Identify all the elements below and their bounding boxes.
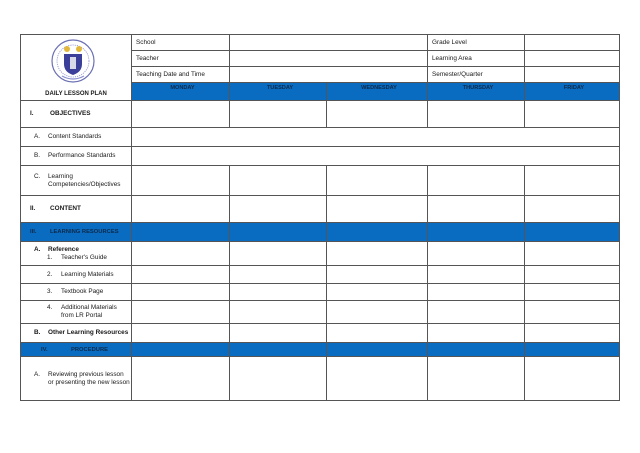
day-header-tuesday: TUESDAY — [230, 83, 327, 101]
label-content-standards: A. Content Standards — [21, 128, 132, 147]
tg-tuesday[interactable] — [230, 242, 327, 266]
teacher-label: Teacher — [132, 51, 230, 67]
table-row-content-standards — [21, 128, 620, 147]
am-wednesday[interactable] — [327, 301, 428, 324]
label-reference-teachers-guide: A. Reference 1. Teacher's Guide — [21, 242, 132, 266]
section-content: II. CONTENT — [21, 196, 132, 223]
objectives-thursday[interactable] — [428, 101, 525, 128]
table-row-performance-standards — [21, 147, 620, 166]
deped-seal-icon — [48, 38, 98, 84]
am-thursday[interactable] — [428, 301, 525, 324]
competencies-monday[interactable] — [132, 166, 230, 196]
competencies-tuesday[interactable] — [230, 166, 327, 196]
lesson-plan-table — [20, 34, 620, 401]
content-monday[interactable] — [132, 196, 230, 223]
section-objectives: I. OBJECTIVES — [21, 101, 132, 128]
olr-wednesday[interactable] — [327, 324, 428, 343]
objectives-friday[interactable] — [525, 101, 620, 128]
table-row-reviewing — [21, 357, 620, 401]
teacher-field[interactable] — [230, 51, 428, 67]
tg-wednesday[interactable] — [327, 242, 428, 266]
section-procedure: IV. PROCEDURE — [21, 343, 132, 357]
grade-level-field[interactable] — [525, 35, 620, 51]
review-friday[interactable] — [525, 357, 620, 401]
tp-wednesday[interactable] — [327, 284, 428, 301]
table-row-teachers-guide — [21, 242, 620, 266]
tp-tuesday[interactable] — [230, 284, 327, 301]
competencies-thursday[interactable] — [428, 166, 525, 196]
tp-monday[interactable] — [132, 284, 230, 301]
content-standards-field[interactable] — [132, 128, 620, 147]
table-row-other-resources — [21, 324, 620, 343]
am-tuesday[interactable] — [230, 301, 327, 324]
olr-thursday[interactable] — [428, 324, 525, 343]
label-learning-materials: 2. Learning Materials — [21, 266, 132, 284]
review-monday[interactable] — [132, 357, 230, 401]
day-header-thursday: THURSDAY — [428, 83, 525, 101]
lm-monday[interactable] — [132, 266, 230, 284]
semester-field[interactable] — [525, 67, 620, 83]
performance-standards-field[interactable] — [132, 147, 620, 166]
table-row-content — [21, 196, 620, 223]
objectives-tuesday[interactable] — [230, 101, 327, 128]
lm-wednesday[interactable] — [327, 266, 428, 284]
semester-label: Semester/Quarter — [428, 67, 525, 83]
learning-area-field[interactable] — [525, 51, 620, 67]
tg-friday[interactable] — [525, 242, 620, 266]
table-row-learning-materials — [21, 266, 620, 284]
tp-friday[interactable] — [525, 284, 620, 301]
school-label: School — [132, 35, 230, 51]
tg-thursday[interactable] — [428, 242, 525, 266]
day-header-friday: FRIDAY — [525, 83, 620, 101]
label-reviewing: A. Reviewing previous lesson or presenting the new lesson — [21, 357, 132, 401]
logo-title-cell — [21, 35, 132, 101]
content-friday[interactable] — [525, 196, 620, 223]
table-row-textbook-page — [21, 284, 620, 301]
teaching-date-label: Teaching Date and Time — [132, 67, 230, 83]
label-additional-materials: 4. Additional Materials from LR Portal — [21, 301, 132, 324]
review-thursday[interactable] — [428, 357, 525, 401]
table-row-learning-competencies — [21, 166, 620, 196]
objectives-wednesday[interactable] — [327, 101, 428, 128]
school-field[interactable] — [230, 35, 428, 51]
label-textbook-page: 3. Textbook Page — [21, 284, 132, 301]
day-header-wednesday: WEDNESDAY — [327, 83, 428, 101]
lm-friday[interactable] — [525, 266, 620, 284]
day-header-monday: MONDAY — [132, 83, 230, 101]
lm-thursday[interactable] — [428, 266, 525, 284]
content-tuesday[interactable] — [230, 196, 327, 223]
table-row-learning-resources — [21, 223, 620, 242]
am-monday[interactable] — [132, 301, 230, 324]
am-friday[interactable] — [525, 301, 620, 324]
teaching-date-field[interactable] — [230, 67, 428, 83]
review-wednesday[interactable] — [327, 357, 428, 401]
table-row-additional-materials — [21, 301, 620, 324]
review-tuesday[interactable] — [230, 357, 327, 401]
document-title: DAILY LESSON PLAN — [45, 91, 107, 97]
grade-level-label: Grade Level — [428, 35, 525, 51]
label-learning-competencies: C. Learning Competencies/Objectives — [21, 166, 132, 196]
objectives-monday[interactable] — [132, 101, 230, 128]
content-wednesday[interactable] — [327, 196, 428, 223]
content-thursday[interactable] — [428, 196, 525, 223]
olr-monday[interactable] — [132, 324, 230, 343]
label-other-resources: B. Other Learning Resources — [21, 324, 132, 343]
table-row-procedure — [21, 343, 620, 357]
competencies-friday[interactable] — [525, 166, 620, 196]
olr-tuesday[interactable] — [230, 324, 327, 343]
competencies-wednesday[interactable] — [327, 166, 428, 196]
olr-friday[interactable] — [525, 324, 620, 343]
label-performance-standards: B. Performance Standards — [21, 147, 132, 166]
tp-thursday[interactable] — [428, 284, 525, 301]
learning-area-label: Learning Area — [428, 51, 525, 67]
lm-tuesday[interactable] — [230, 266, 327, 284]
tg-monday[interactable] — [132, 242, 230, 266]
section-learning-resources: III. LEARNING RESOURCES — [21, 223, 132, 242]
table-row-objectives — [21, 101, 620, 128]
